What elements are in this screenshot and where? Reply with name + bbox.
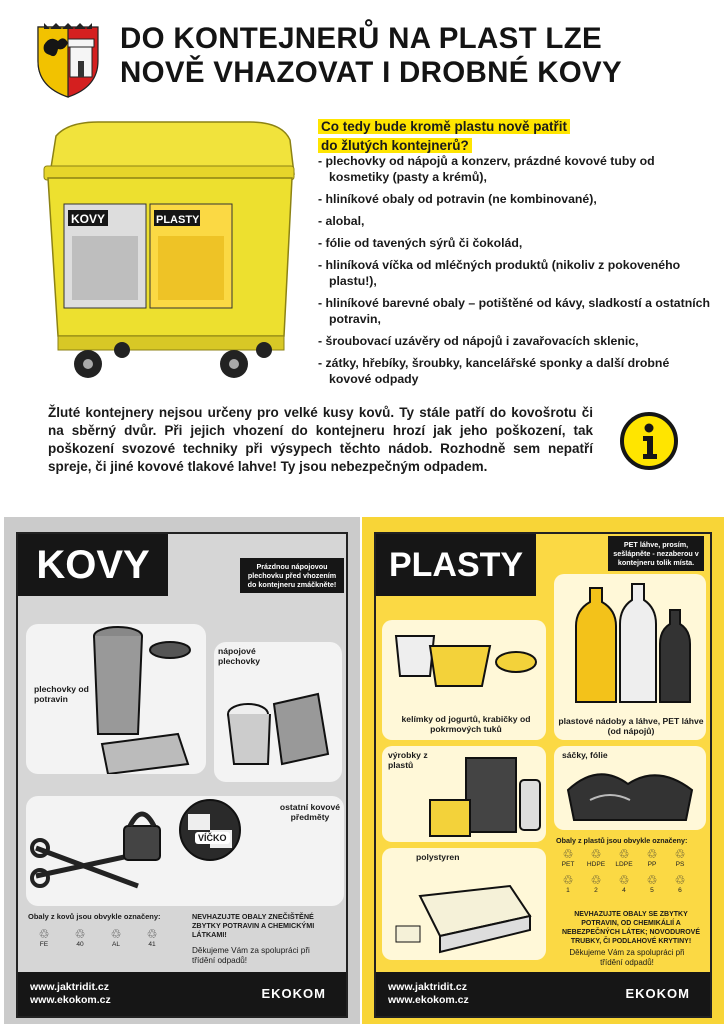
bags-illustration	[560, 760, 700, 824]
recycle-code-2: ♲ 2	[584, 874, 608, 894]
kovy-codes-title: Obaly z kovů jsou obvykle označeny:	[28, 912, 161, 921]
list-item: - hliníkové obaly od potravin (ne kombinované),	[318, 192, 597, 206]
plasty-poster	[362, 517, 724, 1024]
list-item: - plechovky od nápojů a konzerv, prázdné kovové tuby od kosmetiky (pasty a krémů),	[318, 154, 655, 184]
coat-of-arms-logo	[30, 21, 106, 99]
plasty-codes-title: Obaly z plastů jsou obvykle označeny:	[556, 836, 688, 845]
list-item: - hliníková víčka od mléčných produktů (nikoliv z pokoveného plastu!),	[318, 258, 681, 288]
polystyrene-illustration	[390, 866, 540, 956]
question-heading: Co tedy bude kromě plastu nově patřit do žlutých kontejnerů?	[318, 117, 570, 155]
url-ekokom[interactable]: www.ekokom.cz	[388, 994, 469, 1006]
recycle-code-4: ♲ 4	[612, 874, 636, 894]
recycle-code-5: ♲ 5	[640, 874, 664, 894]
url-jaktridit[interactable]: www.jaktridit.cz	[30, 981, 109, 993]
canister-illustration	[426, 750, 544, 840]
recycle-code-ldpe: ♲ LDPE	[612, 848, 636, 868]
plasty-footer	[376, 972, 710, 1016]
recycle-icon: ♲	[562, 847, 574, 861]
recycle-code-pp: ♲ PP	[640, 848, 664, 868]
label-other-metal: ostatní kovové předměty	[279, 802, 341, 822]
kovy-heading: KOVY	[18, 534, 168, 596]
recycle-icon: ♲	[618, 847, 630, 861]
recycle-icon: ♲	[74, 927, 86, 941]
recycle-icon: ♲	[110, 927, 122, 941]
list-item: - fólie od tavených sýrů či čokolád,	[318, 236, 523, 250]
ekokom-logo: EKOKOM	[261, 986, 326, 1001]
recycle-icon: ♲	[590, 873, 602, 887]
recycle-icon: ♲	[646, 873, 658, 887]
url-jaktridit[interactable]: www.jaktridit.cz	[388, 981, 467, 993]
list-item: - zátky, hřebíky, šroubky, kancelářské sponky a další drobné kovové odpady	[318, 356, 670, 386]
warning-paragraph: Žluté kontejnery nejsou určeny pro velké kusy kovů. Ty stále patří do kovošrotu či na sběrný dvůr. Při jejich vhození do kontejneru hrozí jak jeho poškození, tak poškození svozové techniky při výsypech těchto nádob. Rozhodně sem nepatří spreje, či jiné kovové tlakové lahve! Ty jsou nebezpečným odpadem.	[48, 405, 593, 474]
recycle-code-ps: ♲ PS	[668, 848, 692, 868]
label-bottles: plastové nádoby a láhve, PET láhve (od nápojů)	[558, 716, 704, 736]
list-item: - šroubovací uzávěry od nápojů i zavařovacích sklenic,	[318, 334, 639, 348]
label-products: výrobky z plastů	[388, 750, 428, 770]
bottles-illustration	[572, 580, 702, 708]
kovy-warning: NEVHAZUJTE OBALY ZNEČIŠTĚNÉ ZBYTKY POTRAVIN A CHEMICKÝMI LÁTKAMI!	[192, 912, 315, 939]
recycle-icon: ♲	[674, 847, 686, 861]
recycle-code-fe: ♲ FE	[32, 928, 56, 948]
bin-label-plasty: PLASTY	[156, 214, 200, 226]
recycle-code-al: ♲ AL	[104, 928, 128, 948]
recycle-icon: ♲	[618, 873, 630, 887]
lid-label: VÍČKO	[195, 832, 230, 844]
kovy-poster	[4, 517, 360, 1024]
bin-label-kovy: KOVY	[71, 212, 106, 226]
label-polystyrene: polystyren	[416, 852, 460, 862]
info-icon	[620, 412, 678, 470]
recycle-code-41: ♲ 41	[140, 928, 164, 948]
yellow-container-illustration	[38, 118, 300, 388]
plasty-top-note: PET láhve, prosím, sešlápněte - nezaberou v kontejneru tolik místa.	[608, 536, 704, 571]
plasty-heading: PLASTY	[376, 534, 536, 596]
plasty-warning: NEVHAZUJTE OBALY SE ZBYTKY POTRAVIN, OD CHEMIKÁLIÍ A NEBEZPEČNÝCH LÁTEK; NOVODUROVÉ TRUBKY, ČI PODLAHOVÉ KRYTINY!	[561, 911, 701, 945]
kovy-top-note: Prázdnou nápojovou plechovku před vhozením do kontejneru zmáčkněte!	[240, 558, 344, 593]
recycle-icon: ♲	[646, 847, 658, 861]
label-drink-cans: nápojové plechovky	[218, 646, 261, 666]
recycle-code-hdpe: ♲ HDPE	[584, 848, 608, 868]
label-bags: sáčky, fólie	[562, 750, 608, 760]
list-item: - alobal,	[318, 214, 365, 228]
recycle-icon: ♲	[146, 927, 158, 941]
ekokom-logo: EKOKOM	[625, 986, 690, 1001]
recycle-code-pet: ♲ PET	[556, 848, 580, 868]
other-metal-illustration	[28, 796, 278, 906]
url-ekokom[interactable]: www.ekokom.cz	[30, 994, 111, 1006]
kovy-footer	[18, 972, 346, 1016]
recycle-code-6: ♲ 6	[668, 874, 692, 894]
label-food-cans: plechovky od potravin	[34, 684, 89, 704]
allowed-items-list	[318, 153, 713, 393]
recycle-icon: ♲	[562, 873, 574, 887]
recycle-code-1: ♲ 1	[556, 874, 580, 894]
cups-illustration	[390, 626, 540, 706]
recycle-icon: ♲	[590, 847, 602, 861]
label-cups: kelímky od jogurtů, krabičky od pokrmových tuků	[401, 714, 531, 734]
list-item: - hliníkové barevné obaly – potištěné od kávy, sladkostí a ostatních potravin,	[318, 296, 711, 326]
plasty-thanks: Děkujeme Vám za spolupráci při třídění odpadů!	[569, 948, 685, 967]
page-title: DO KONTEJNERŮ NA PLAST LZE NOVĚ VHAZOVAT I DROBNÉ KOVY	[120, 22, 622, 89]
kovy-thanks: Děkujeme Vám za spolupráci při třídění odpadů!	[192, 946, 310, 965]
recycle-icon: ♲	[674, 873, 686, 887]
drink-cans-illustration	[218, 674, 338, 774]
recycle-icon: ♲	[38, 927, 50, 941]
recycle-code-40: ♲ 40	[68, 928, 92, 948]
